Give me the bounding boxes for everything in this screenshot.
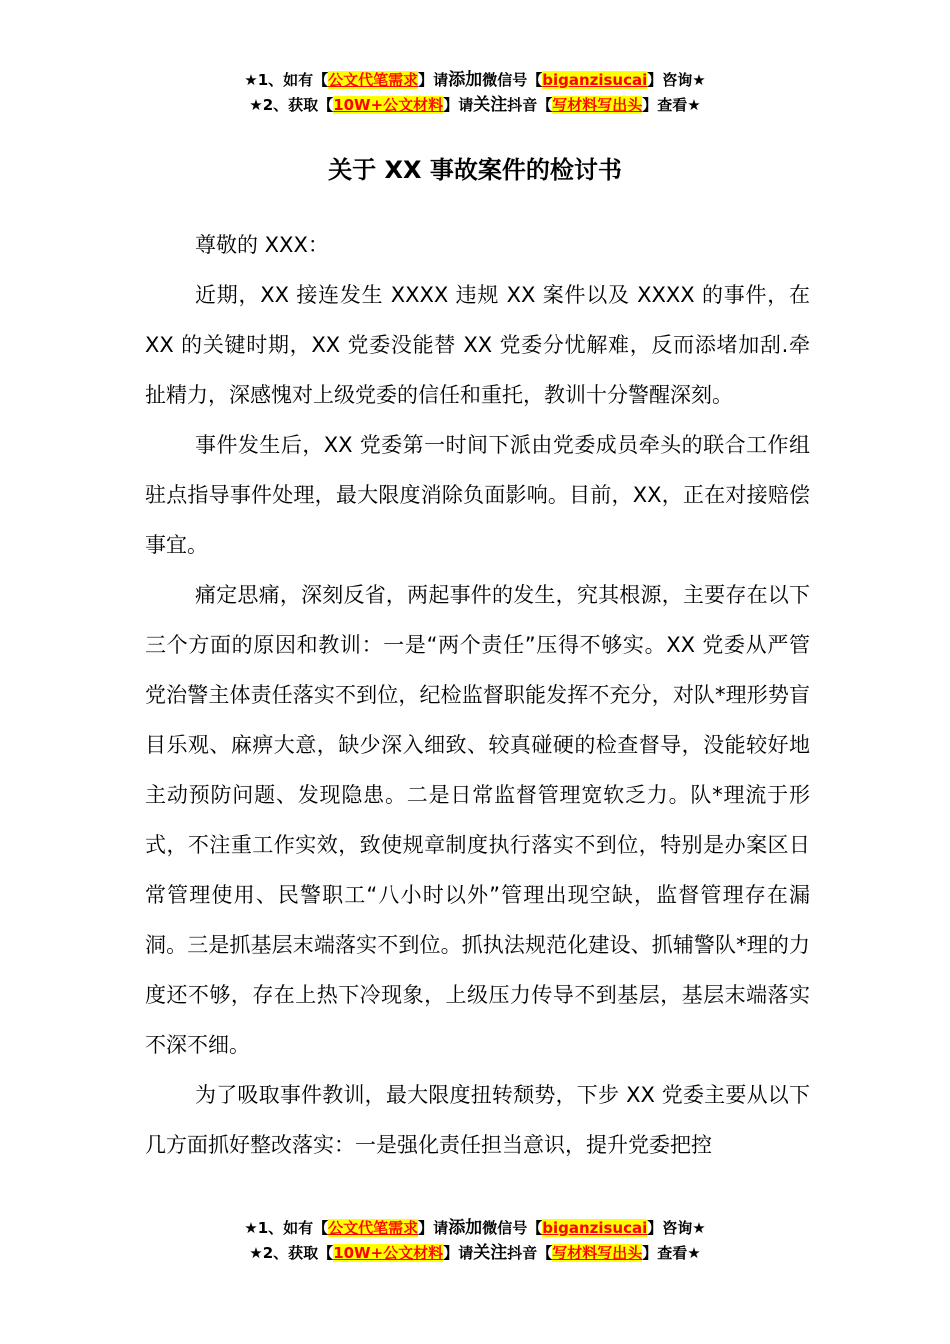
- paragraph: 为了吸取事件教训，最大限度扭转颓势，下步 XX 党委主要从以下几方面抓好整改落实：一是强化责任担当意识，提升党委把控: [145, 1083, 810, 1157]
- highlight-service: 公文代笔需求: [328, 1219, 419, 1237]
- star-icon: ★: [244, 1219, 258, 1237]
- highlight-wechat-id: biganzisucai: [542, 1219, 648, 1237]
- star-icon: ★: [249, 1244, 263, 1262]
- highlight-materials: 10W+公文材料: [333, 96, 444, 114]
- promo-line-2: ★2、获取【10W+公文材料】请关注抖音【写材料写出头】查看★: [249, 1243, 701, 1263]
- document-title: 关于 XX 事故案件的检讨书: [328, 156, 622, 184]
- paragraph: 事件发生后，XX 党委第一时间下派由党委成员牵头的联合工作组驻点指导事件处理，最大限度消除负面影响。目前，XX，正在对接赔偿事宜。: [145, 433, 810, 557]
- document-body: [145, 220, 810, 1170]
- paragraph: 近期，XX 接连发生 XXXX 违规 XX 案件以及 XXXX 的事件，在 XX 的关键时期，XX 党委没能替 XX 党委分忧解难，反而添堵加刮.牵扯精力，深感愧对上级党委的信任和重托，教训十分警醒深刻。: [145, 283, 810, 407]
- star-icon: ★: [244, 71, 258, 89]
- promo-line-1: ★1、如有【公文代笔需求】请添加微信号【biganzisucai】咨询★: [244, 1218, 706, 1238]
- highlight-douyin: 写材料写出头: [552, 1244, 643, 1262]
- paragraph: 痛定思痛，深刻反省，两起事件的发生，究其根源，主要存在以下三个方面的原因和教训：一是“两个责任”压得不够实。XX 党委从严管党治警主体责任落实不到位，纪检监督职能发挥不充分，对队*理形势盲目乐观、麻痹大意，缺少深入细致、较真碰硬的检查督导，没能较好地主动预防问题、发现隐患。二是日常监督管理宽软乏力。队*理流于形式，不注重工作实效，致使规章制度执行落实不到位，特别是办案区日常管理使用、民警职工“八小时以外”管理出现空缺，监督管理存在漏洞。三是抓基层末端落实不到位。抓执法规范化建设、抓辅警队*理的力度还不够，存在上热下冷现象，上级压力传导不到基层，基层末端落实不深不细。: [145, 583, 810, 1057]
- promo-line-2: ★2、获取【10W+公文材料】请关注抖音【写材料写出头】查看★: [249, 95, 701, 115]
- highlight-douyin: 写材料写出头: [552, 96, 643, 114]
- star-icon: ★: [249, 96, 263, 114]
- highlight-wechat-id: biganzisucai: [542, 71, 648, 89]
- promo-banner-top: [0, 68, 950, 118]
- promo-line-1: ★1、如有【公文代笔需求】请添加微信号【biganzisucai】咨询★: [244, 70, 706, 90]
- promo-banner-bottom: [0, 1216, 950, 1266]
- highlight-materials: 10W+公文材料: [333, 1244, 444, 1262]
- salutation: 尊敬的 XXX：: [195, 233, 329, 257]
- highlight-service: 公文代笔需求: [328, 71, 419, 89]
